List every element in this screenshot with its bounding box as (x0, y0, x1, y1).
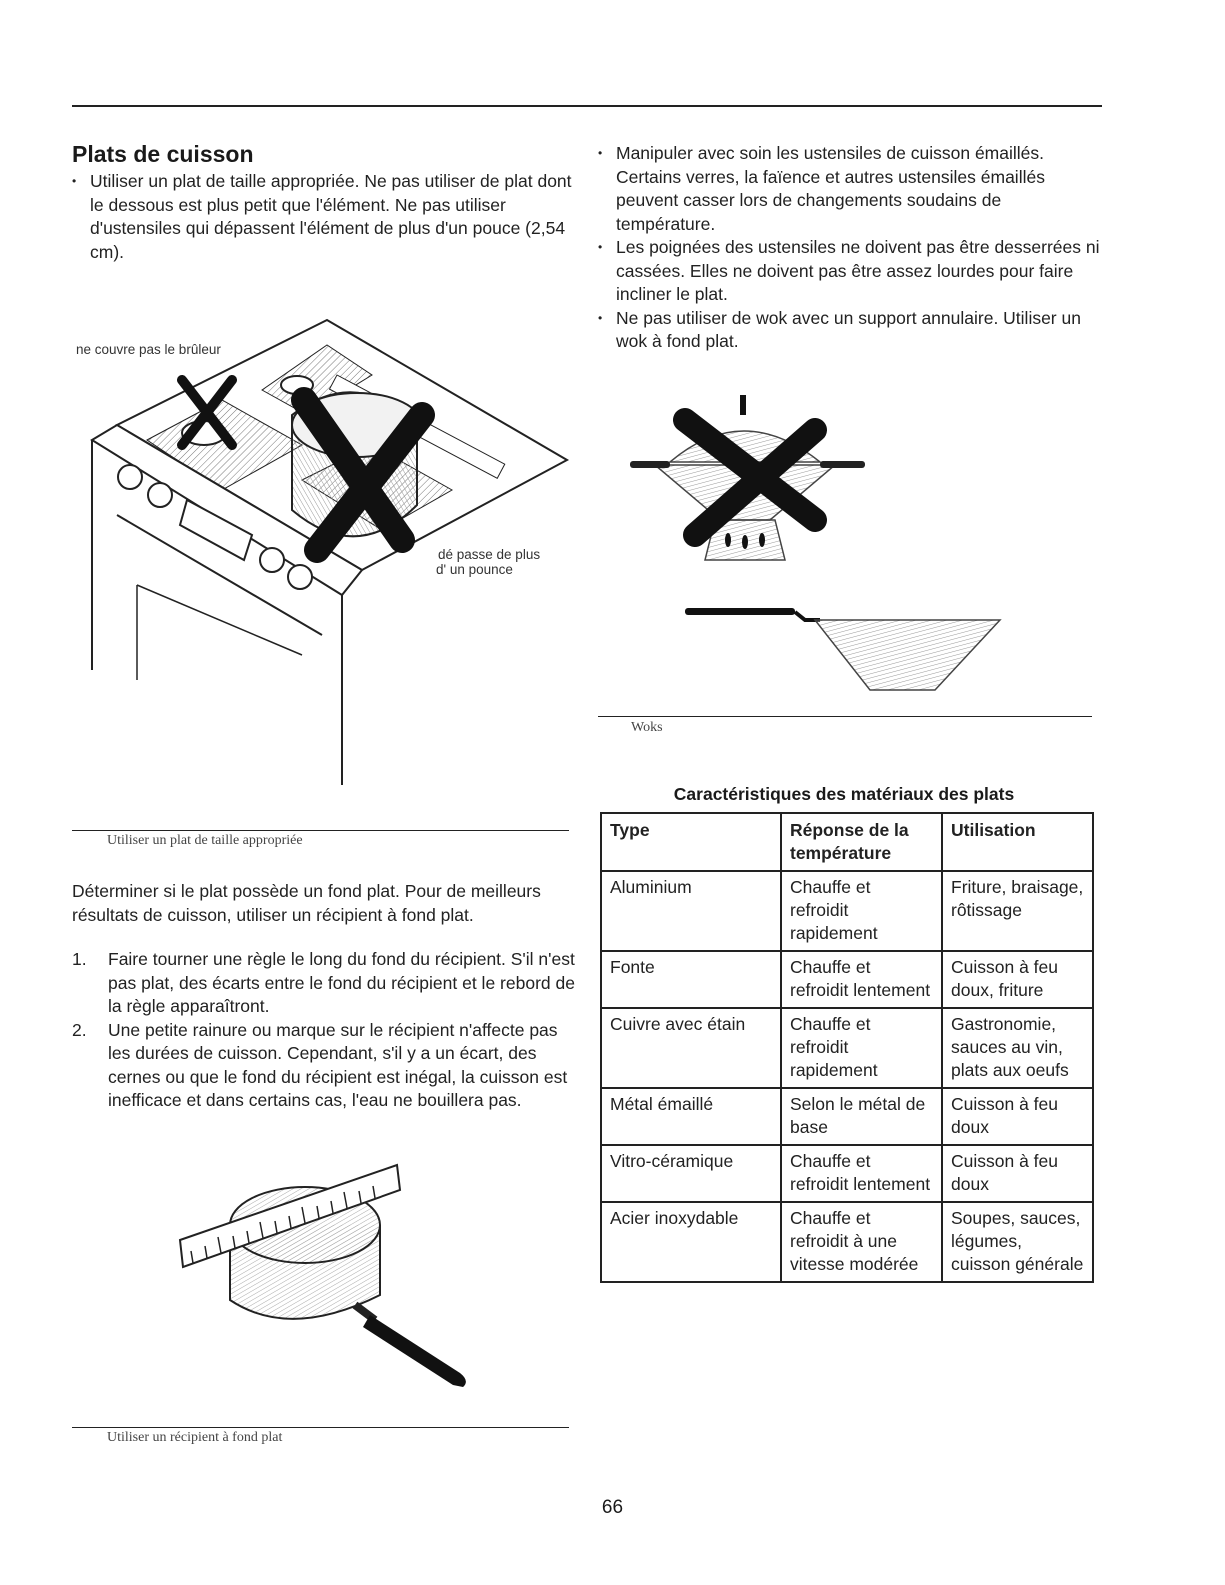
table-header-row (601, 813, 1093, 871)
table-cell: Cuisson à feu doux, friture (942, 951, 1093, 1008)
step-number: 2. (72, 1019, 87, 1040)
flat-bottom-paragraph: Déterminer si le plat possède un fond plat. Pour de meilleurs résultats de cuisson, utiliser un récipient à fond plat. (72, 881, 541, 925)
table-cell: Fonte (601, 951, 781, 1008)
section-title: Plats de cuisson (72, 141, 254, 167)
figure-caption: Woks (631, 720, 663, 735)
table-cell: Chauffe et refroidit rapidement (781, 1008, 942, 1088)
range-illustration (72, 305, 572, 790)
table-header-cell: Type (601, 813, 781, 871)
table-cell: Chauffe et refroidit lentement (781, 951, 942, 1008)
step-item (72, 948, 577, 1019)
table-header-cell: Utilisation (942, 813, 1093, 871)
steps-list (72, 948, 577, 1113)
table-cell: Vitro-céramique (601, 1145, 781, 1202)
label-burner: ne couvre pas le brûleur (76, 342, 221, 357)
table-cell: Cuivre avec étain (601, 1008, 781, 1088)
table-cell: Cuisson à feu doux (942, 1088, 1093, 1145)
step-number: 1. (72, 949, 87, 969)
left-bullet-list (72, 170, 580, 264)
materials-table (600, 812, 1094, 1283)
table-cell: Soupes, sauces, légumes, cuisson générale (942, 1202, 1093, 1282)
step-text: Faire tourner une règle le long du fond du récipient. S'il n'est pas plat, des écarts entre le fond du récipient et le rebord de la règle apparaîtront. (108, 949, 575, 1016)
table-row (601, 871, 1093, 951)
table-cell: Chauffe et refroidit lentement (781, 1145, 942, 1202)
table-cell: Acier inoxydable (601, 1202, 781, 1282)
table-cell: Métal émaillé (601, 1088, 781, 1145)
caption-rule (72, 830, 569, 831)
table-cell: Chauffe et refroidit à une vitesse modérée (781, 1202, 942, 1282)
table-row (601, 951, 1093, 1008)
right-bullet-list (598, 142, 1103, 354)
bullet-item: • Ne pas utiliser de wok avec un support annulaire. Utiliser un wok à fond plat. (598, 307, 1103, 354)
top-rule (72, 105, 1102, 107)
bullet-item: • Utiliser un plat de taille appropriée. Ne pas utiliser de plat dont le dessous est plus petit que l'élément. Ne pas utiliser d'ustensiles qui dépassent l'élément de plus d'un pouce (2,54 cm). (72, 170, 580, 264)
table-cell: Cuisson à feu doux (942, 1145, 1093, 1202)
table-row (601, 1145, 1093, 1202)
table-row (601, 1008, 1093, 1088)
table-cell: Chauffe et refroidit rapidement (781, 871, 942, 951)
table-cell: Selon le métal de base (781, 1088, 942, 1145)
table-cell: Gastronomie, sauces au vin, plats aux oeufs (942, 1008, 1093, 1088)
table-row (601, 1088, 1093, 1145)
table-cell: Aluminium (601, 871, 781, 951)
step-text: Une petite rainure ou marque sur le récipient n'affecte pas les durées de cuisson. Cependant, s'il y a un écart, des cernes ou que le fond du récipient est inégal, la cuisson est inefficace et dans certains cas, l'eau ne bouillera pas. (108, 1019, 568, 1110)
table-title: Caractéristiques des matériaux des plats (673, 784, 1015, 804)
label-exceeds-2: d' un pounce (436, 562, 513, 577)
table-row (601, 1202, 1093, 1282)
figure-caption: Utiliser un plat de taille appropriée (107, 833, 303, 848)
page-number: 66 (601, 1497, 624, 1518)
bullet-item: • Les poignées des ustensiles ne doivent pas être desserrées ni cassées. Elles ne doivent pas être assez lourdes pour faire incliner le plat. (598, 236, 1103, 307)
pot-ruler-illustration (175, 1155, 485, 1390)
label-exceeds-1: dé passe de plus (438, 547, 541, 562)
woks-illustration (615, 390, 1085, 695)
caption-rule (598, 716, 1092, 717)
caption-rule (72, 1427, 569, 1428)
table-header-cell: Réponse de la température (781, 813, 942, 871)
bullet-item: • Manipuler avec soin les ustensiles de cuisson émaillés. Certains verres, la faïence et autres ustensiles émaillés peuvent casser lors de changements soudains de température. (598, 142, 1103, 236)
figure-caption: Utiliser un récipient à fond plat (107, 1430, 283, 1445)
step-item (72, 1019, 577, 1113)
table-cell: Friture, braisage, rôtissage (942, 871, 1093, 951)
